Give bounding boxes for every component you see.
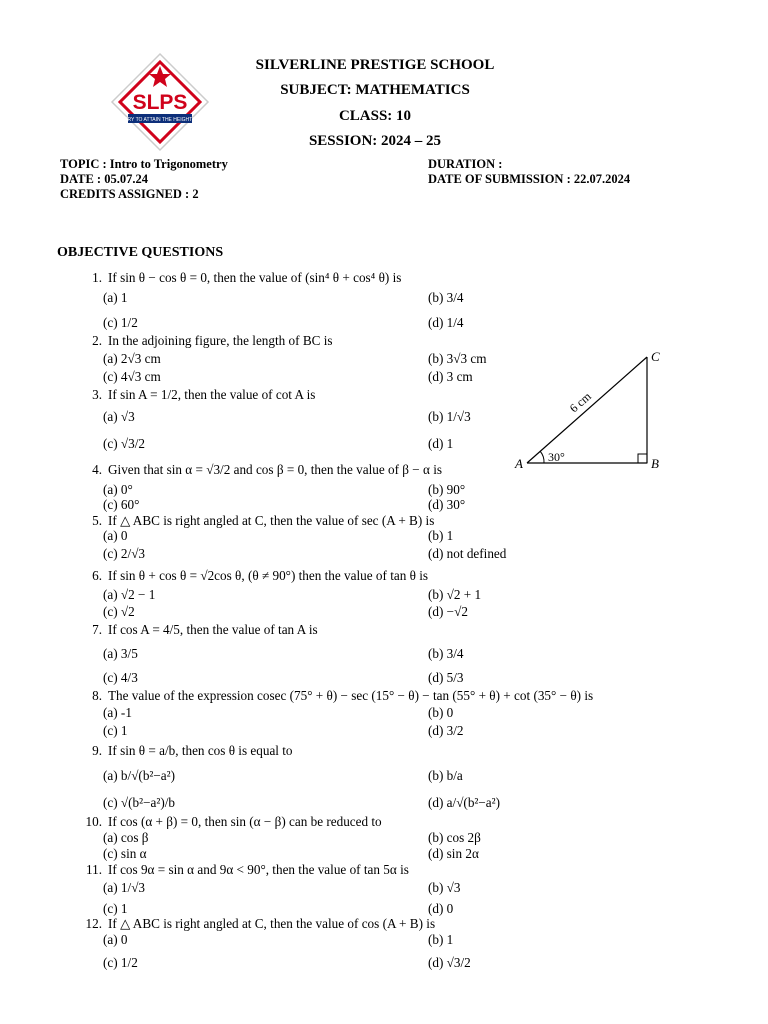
option-a: (a) 1/√3: [103, 880, 146, 895]
option-d: (d) 1/4: [428, 315, 464, 330]
question-text: Given that sin α = √3/2 and cos β = 0, then the value of β − α is: [108, 462, 443, 477]
option-a: (a) -1: [103, 705, 132, 720]
question-row: [80, 814, 382, 830]
class: CLASS: 10: [338, 108, 412, 124]
option-a: (a) 1: [103, 290, 128, 305]
option-a: (a) √2 − 1: [103, 587, 156, 602]
date: DATE : 05.07.24: [60, 172, 148, 186]
question-number: 5.: [92, 513, 102, 528]
logo-tagline: TRY TO ATTAIN THE HEIGHTS: [124, 117, 196, 123]
question-row: [80, 743, 293, 759]
option-b: (b) b/a: [428, 768, 463, 783]
option-b: (b) 90°: [428, 482, 466, 497]
option-d: (d) 1: [428, 436, 454, 451]
question-number: 7.: [92, 622, 102, 637]
vertex-c-label: C: [651, 349, 660, 364]
option-d: (d) 3/2: [428, 723, 464, 738]
question-text: If cos A = 4/5, then the value of tan A is: [108, 622, 318, 637]
option-b: (b) 0: [428, 705, 454, 720]
school-name: SILVERLINE PRESTIGE SCHOOL: [255, 57, 495, 73]
topic: TOPIC : Intro to Trigonometry: [60, 157, 228, 171]
option-c: (c) √2: [103, 604, 135, 619]
logo-text: SLPS: [132, 91, 188, 114]
vertex-b-label: B: [651, 456, 659, 471]
option-a: (a) cos β: [103, 830, 149, 845]
option-c: (c) 4√3 cm: [103, 369, 161, 384]
credits: CREDITS ASSIGNED : 2: [60, 187, 199, 201]
option-c: (c) √3/2: [103, 436, 146, 451]
option-c: (c) 2/√3: [103, 546, 146, 561]
option-b: (b) cos 2β: [428, 830, 481, 845]
option-a: (a) b/√(b²−a²): [103, 768, 176, 783]
option-b: (b) 1: [428, 528, 454, 543]
question-text: If cos (α + β) = 0, then sin (α − β) can be reduced to: [108, 814, 382, 829]
option-c: (c) 1: [103, 901, 128, 916]
option-d: (d) −√2: [428, 604, 468, 619]
question-text: If △ ABC is right angled at C, then the value of cos (A + B) is: [108, 916, 436, 931]
school-logo: [110, 52, 210, 152]
question-number: 4.: [92, 462, 102, 477]
question-row: [80, 862, 409, 878]
option-b: (b) 3√3 cm: [428, 351, 487, 366]
question-number: 9.: [92, 743, 102, 758]
question-text: If △ ABC is right angled at C, then the value of sec (A + B) is: [108, 513, 435, 528]
option-c: (c) 1/2: [103, 315, 138, 330]
question-number: 8.: [92, 688, 102, 703]
option-c: (c) √(b²−a²)/b: [103, 795, 176, 810]
question-number: 10.: [85, 814, 102, 829]
question-number: 1.: [92, 270, 102, 285]
option-d: (d) √3/2: [428, 955, 471, 970]
question-text: If sin θ + cos θ = √2cos θ, (θ ≠ 90°) then the value of tan θ is: [108, 568, 429, 583]
question-row: [80, 688, 593, 704]
question-text: If sin θ − cos θ = 0, then the value of (sin⁴ θ + cos⁴ θ) is: [108, 270, 402, 285]
option-b: (b) 3/4: [428, 290, 464, 305]
option-b: (b) 1/√3: [428, 409, 471, 424]
option-a: (a) 3/5: [103, 646, 138, 661]
question-row: [80, 333, 333, 349]
option-b: (b) √3: [428, 880, 461, 895]
question-row: [80, 513, 434, 529]
option-a: (a) 2√3 cm: [103, 351, 161, 366]
duration: DURATION :: [428, 157, 503, 171]
option-c: (c) 1/2: [103, 955, 138, 970]
submission-date: DATE OF SUBMISSION : 22.07.2024: [428, 172, 631, 186]
option-a: (a) 0°: [103, 482, 133, 497]
question-number: 3.: [92, 387, 102, 402]
vertex-a-label: A: [515, 456, 523, 471]
option-d: (d) sin 2α: [428, 846, 479, 861]
question-text: If cos 9α = sin α and 9α < 90°, then the value of tan 5α is: [108, 862, 409, 877]
section-title: OBJECTIVE QUESTIONS: [57, 245, 224, 260]
question-row: [80, 916, 435, 932]
option-d: (d) 3 cm: [428, 369, 473, 384]
question-number: 12.: [85, 916, 102, 931]
option-a: (a) √3: [103, 409, 135, 424]
question-text: In the adjoining figure, the length of BC is: [108, 333, 333, 348]
question-row: [80, 462, 442, 478]
question-row: [80, 568, 428, 584]
option-d: (d) a/√(b²−a²): [428, 795, 501, 810]
option-b: (b) 3/4: [428, 646, 464, 661]
option-c: (c) 60°: [103, 497, 140, 512]
option-b: (b) √2 + 1: [428, 587, 482, 602]
option-d: (d) 30°: [428, 497, 466, 512]
question-number: 11.: [86, 862, 102, 877]
question-row: [80, 622, 318, 638]
question-text: If sin θ = a/b, then cos θ is equal to: [108, 743, 293, 758]
subject: SUBJECT: MATHEMATICS: [280, 82, 470, 98]
question-number: 6.: [92, 568, 102, 583]
question-number: 2.: [92, 333, 102, 348]
option-b: (b) 1: [428, 932, 454, 947]
angle-label: 30°: [548, 450, 565, 464]
session: SESSION: 2024 – 25: [308, 133, 442, 149]
option-c: (c) 1: [103, 723, 128, 738]
question-text: If sin A = 1/2, then the value of cot A is: [108, 387, 316, 402]
option-a: (a) 0: [103, 528, 128, 543]
option-a: (a) 0: [103, 932, 128, 947]
question-row: [80, 387, 315, 403]
question-row: [80, 270, 401, 286]
triangle-figure: [512, 345, 672, 475]
hypotenuse-label: 6 cm: [566, 389, 594, 416]
option-c: (c) sin α: [103, 846, 147, 861]
option-d: (d) 0: [428, 901, 454, 916]
option-c: (c) 4/3: [103, 670, 138, 685]
option-d: (d) not defined: [428, 546, 507, 561]
option-d: (d) 5/3: [428, 670, 464, 685]
question-text: The value of the expression cosec (75° + θ) − sec (15° − θ) − tan (55° + θ) + cot (35° − θ) is: [108, 688, 594, 703]
